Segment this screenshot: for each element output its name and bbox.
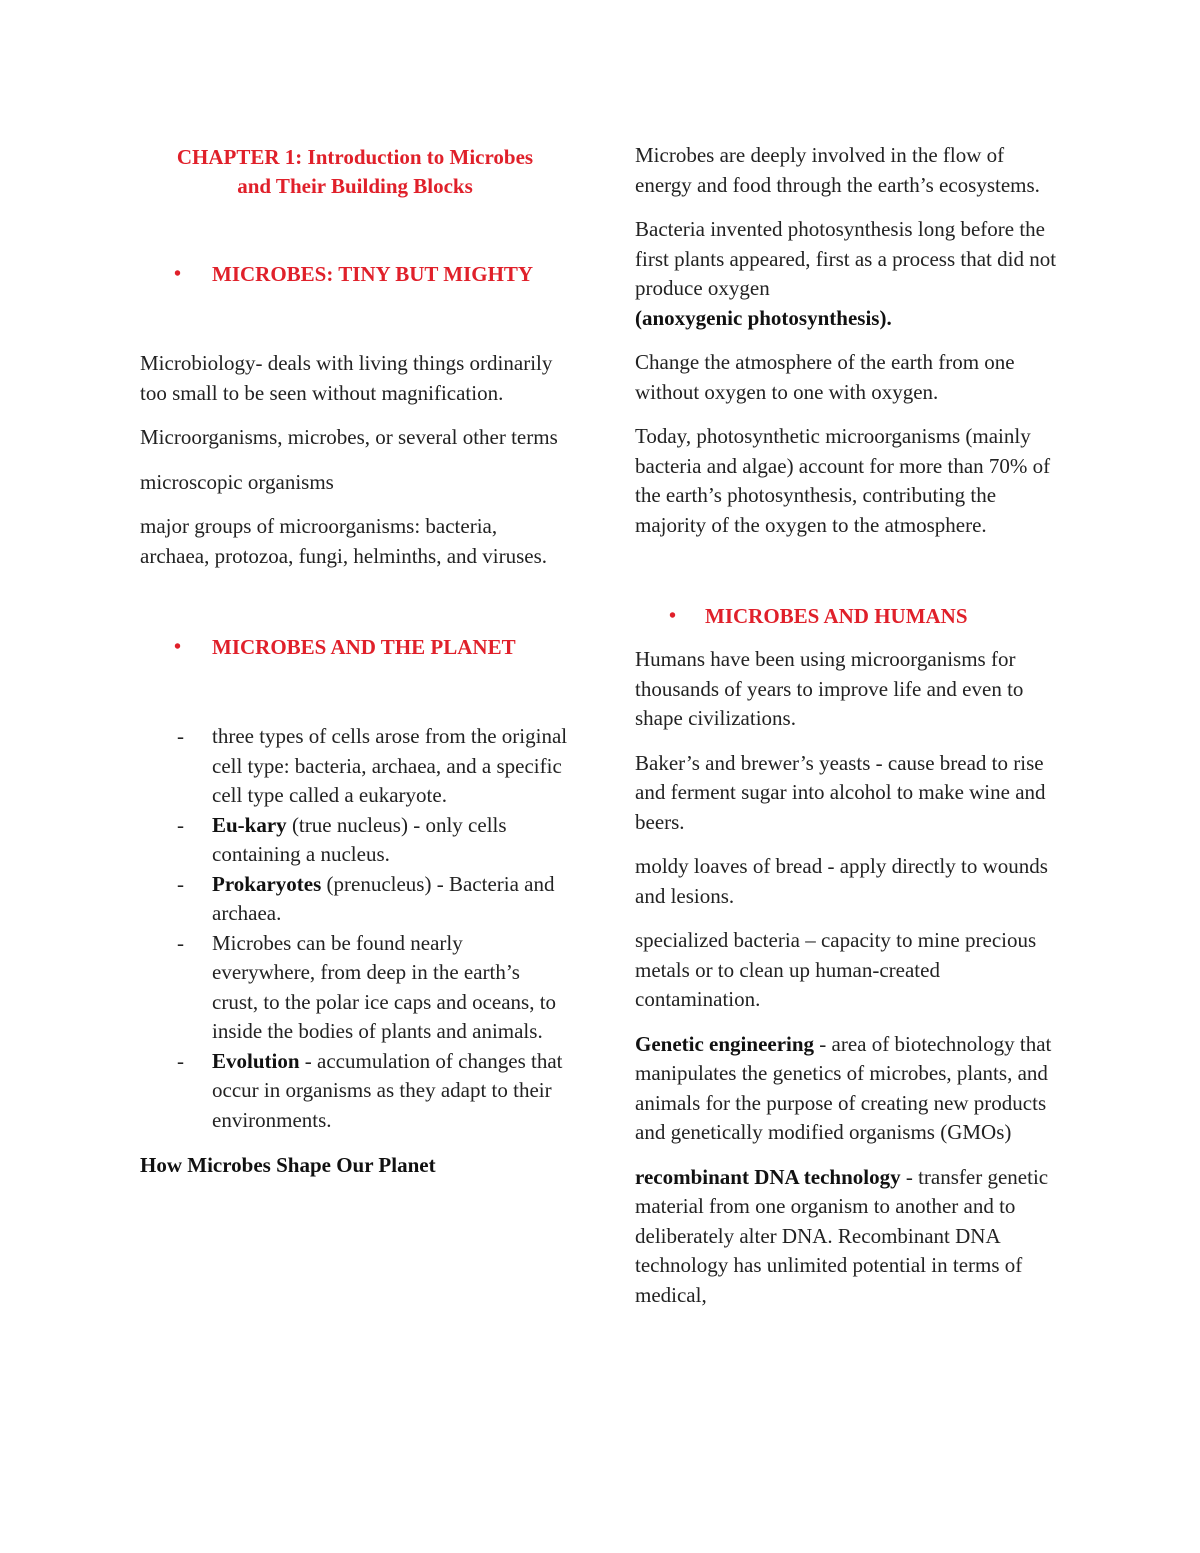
paragraph-genetic-engineering: [635, 1030, 1065, 1148]
dash-marker: -: [177, 812, 184, 837]
dash-marker: -: [177, 1048, 184, 1073]
bullet-icon: •: [669, 605, 677, 627]
list-item-text: (prenucleus) - Bacteria and archaea.: [212, 871, 555, 925]
list-item: [140, 811, 570, 870]
list-item-text: three types of cells arose from the original cell type: bacteria, archaea, and a specific cell type called a eukaryote.: [212, 724, 568, 807]
right-column: [635, 140, 1065, 1310]
paragraph: Microorganisms, microbes, or several other terms: [140, 425, 558, 449]
paragraph-recombinant-dna: [635, 1163, 1065, 1311]
list-item-text: (true nucleus) - only cells containing a nucleus.: [212, 812, 507, 866]
left-column: [140, 140, 570, 1180]
chapter-title-line1: CHAPTER 1: Introduction to Microbes: [176, 145, 534, 169]
subheading-how-microbes-shape-our-planet: How Microbes Shape Our Planet: [140, 1153, 436, 1177]
list-item-term: Prokaryotes: [212, 871, 322, 896]
section-heading-microbes-and-humans: [635, 601, 1065, 631]
chapter-title: [140, 143, 570, 201]
list-item-term: Eu-kary: [212, 812, 287, 837]
list-item-term: Evolution: [212, 1048, 300, 1073]
paragraph: microscopic organisms: [140, 469, 334, 494]
dash-list: [140, 722, 570, 1135]
paragraph: Change the atmosphere of the earth from one without oxygen to one with oxygen.: [635, 350, 1015, 404]
list-item: [140, 929, 570, 1047]
list-item-text: - accumulation of changes that occur in organisms as they adapt to their environments.: [212, 1048, 563, 1132]
anoxygenic-term: (anoxygenic photosynthesis).: [635, 305, 892, 330]
genetic-engineering-text: - area of biotechnology that manipulates the genetics of microbes, plants, and animals for the purpose of creating new products and genetically modified organisms (GMOs): [635, 1031, 1052, 1144]
section-heading-text: MICROBES AND HUMANS: [705, 604, 968, 628]
paragraph: Microbiology- deals with living things ordinarily too small to be seen without magnification.: [140, 351, 553, 405]
genetic-engineering-term: Genetic engineering: [635, 1031, 815, 1056]
recombinant-dna-text: - transfer genetic material from one organism to another and to deliberately alter DNA. Recombinant DNA technology has unlimited potential in terms of medical,: [635, 1164, 1049, 1307]
recombinant-dna-term: recombinant DNA technology: [635, 1164, 901, 1189]
dash-marker: -: [177, 871, 184, 896]
list-item: [140, 1047, 570, 1136]
paragraph: major groups of microorganisms: bacteria, archaea, protozoa, fungi, helminths, and viruses.: [140, 514, 548, 568]
dash-marker: -: [177, 930, 184, 955]
section-heading-tiny-but-mighty: [140, 259, 570, 289]
section-heading-microbes-and-the-planet: [140, 632, 570, 662]
paragraph: Microbes are deeply involved in the flow of energy and food through the earth’s ecosystems.: [635, 143, 1040, 197]
list-item: [140, 870, 570, 929]
list-item: [140, 722, 570, 811]
section-heading-text: MICROBES: TINY BUT MIGHTY: [212, 262, 534, 286]
bullet-icon: •: [174, 636, 182, 658]
paragraph: specialized bacteria – capacity to mine precious metals or to clean up human-created contamination.: [635, 928, 1037, 1011]
paragraph: Baker’s and brewer’s yeasts - cause bread to rise and ferment sugar into alcohol to make wine and beers.: [635, 750, 1046, 834]
bullet-icon: •: [174, 263, 182, 285]
chapter-title-line2: and Their Building Blocks: [237, 174, 473, 198]
paragraph: Humans have been using microorganisms for thousands of years to improve life and even to shape civilizations.: [635, 647, 1024, 730]
paragraph: Today, photosynthetic microorganisms (mainly bacteria and algae) account for more than 70% of the earth’s photosynthesis, contributing the majority of the oxygen to the atmosphere.: [635, 424, 1051, 537]
paragraph: moldy loaves of bread - apply directly to wounds and lesions.: [635, 854, 1048, 908]
paragraph: [635, 215, 1065, 333]
list-item-text: Microbes can be found nearly everywhere, from deep in the earth’s crust, to the polar ice caps and oceans, to inside the bodies of plants and animals.: [212, 930, 557, 1043]
paragraph-text: Bacteria invented photosynthesis long before the first plants appeared, first as a process that did not produce oxygen: [635, 217, 1057, 300]
section-heading-text: MICROBES AND THE PLANET: [212, 635, 516, 659]
dash-marker: -: [177, 724, 184, 748]
